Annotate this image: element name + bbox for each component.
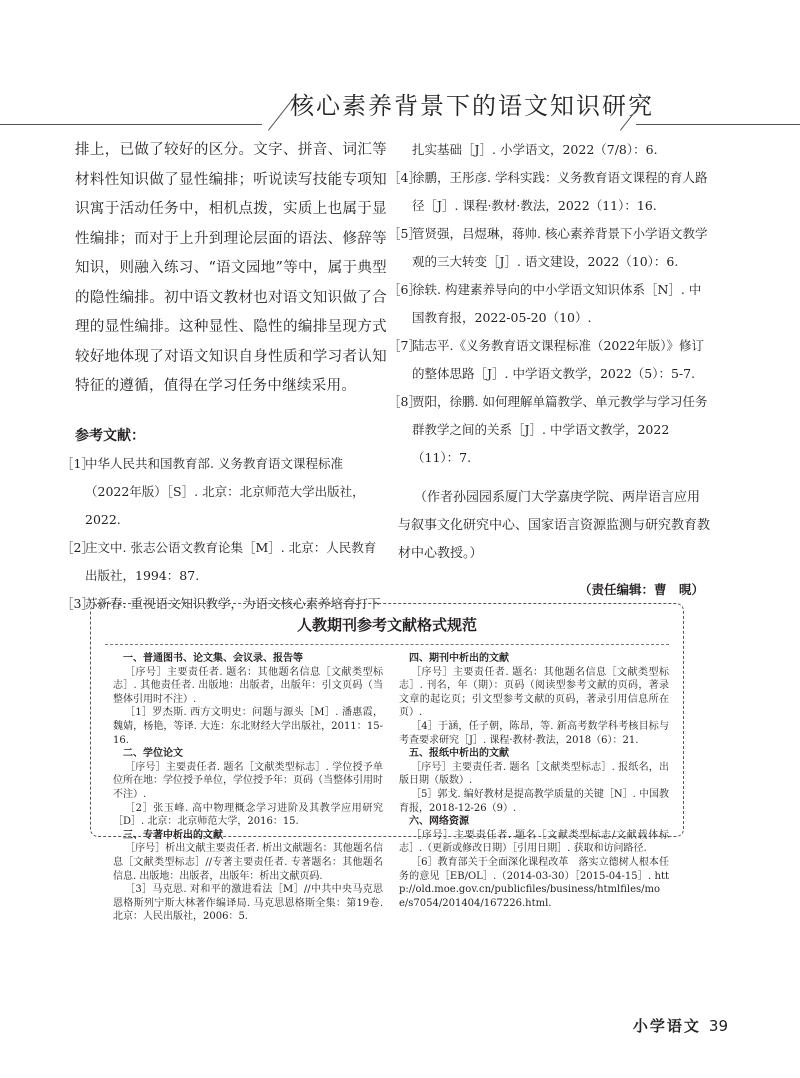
page-title: 核心素养背景下的语文知识研究 — [290, 92, 654, 120]
header-rule-left — [0, 124, 262, 125]
section-heading: 六、网络资源 — [409, 816, 469, 828]
reference-number: ［7］ — [388, 338, 421, 353]
reference-text: 管贤强，吕煜琳，蒋帅. 核心素养背景下小学语文教学观的三大转变［J］. 语文建设，2022（10）：6. — [412, 226, 708, 269]
format-paragraph: ［序号］主要责任者. 题名：其他题名信息［文献类型标志］. 其他责任者. 出版地：出版者，出版年：引文页码（当整体引用时不注）. — [113, 666, 383, 705]
reference-continuation: 扎实基础［J］. 小学语文，2022（7/8）：6. — [412, 142, 658, 157]
example-paragraph: ［2］张玉峰. 高中物理概念学习进阶及其教学应用研究［D］. 北京：北京师范大学，2016：15. — [113, 802, 383, 828]
format-paragraph: ［序号］主要责任者. 题名［文献类型标志］. 报纸名，出版日期（版数）. — [399, 761, 669, 787]
reference-number: ［2］ — [61, 539, 94, 555]
example-paragraph: ［4］于涵，任子朝，陈昂，等. 新高考数学科考核目标与考查要求研究［J］. 课程·教材·教法，2018（6）：21. — [399, 720, 669, 746]
section-heading: 三、专著中析出的文献 — [123, 829, 223, 841]
example-paragraph: ［1］罗杰斯. 西方文明史：问题与源头［M］. 潘惠霞，魏婧，杨艳，等译. 大连：东北财经大学出版社，2011：15-16. — [113, 707, 383, 746]
section-heading: 二、学位论文 — [123, 748, 183, 760]
reference-number: ［4］ — [388, 170, 421, 185]
reference-item — [388, 220, 710, 276]
box-title: 人教期刊参考文献格式规范 — [296, 616, 477, 634]
page-footer — [633, 1015, 728, 1036]
format-paragraph: ［序号］主要责任者. 题名：其他题名信息［文献类型标志］. 刊名，年（期）：页码（阅读型参考文献的页码，著录文章的起讫页；引文型参考文献的页码，著录引用信息所在页）. — [399, 666, 669, 719]
box-right-column — [399, 652, 669, 910]
reference-number: ［5］ — [388, 226, 421, 241]
reference-text: 徐轶. 构建素养导向的中小学语文知识体系［N］. 中国教育报，2022-05-20（10）. — [412, 282, 702, 325]
reference-number: ［8］ — [388, 394, 421, 409]
reference-item — [61, 534, 387, 590]
reference-item — [61, 450, 387, 534]
format-paragraph: ［序号］主要责任者. 题名［文献类型标志/文献载体标志］.（更新或修改日期）［引用日期］. 获取和访问路径. — [399, 829, 669, 855]
example-paragraph: ［6］教育部关于全面深化课程改革 落实立德树人根本任务的意见［EB/OL］.（2014-03-30）［2015-04-15］. http://old.moe.gov.cn/publicfiles/business/htmlfiles/moe/s7054/201404/167226.html. — [399, 856, 669, 909]
journal-brand: 小学语文 — [632, 1017, 701, 1035]
box-divider — [105, 644, 669, 645]
example-paragraph: ［3］马克思. 对和平的激进看法［M］//中共中央马克思恩格斯列宁斯大林著作编译局. 马克思恩格斯全集：第19卷. 北京：人民出版社，2006：5. — [113, 884, 383, 923]
format-paragraph: ［序号］析出文献主要责任者. 析出文献题名：其他题名信息［文献类型标志］//专著主要责任者. 专著题名：其他题名信息. 出版地：出版者，出版年：析出文献页码. — [113, 843, 383, 882]
body-paragraph: 排上，已做了较好的区分。文字、拼音、词汇等材料性知识做了显性编排；听说读写技能专项知识寓于活动任务中，相机点拨，实质上也属于显性编排；而对于上升到理论层面的语法、修辞等知识，则融入练习、“语文园地”等中，属于典型的隐性编排。初中语文教材也对语文知识做了合理的显性编排。这种显性、隐性的编排呈现方式较好地体现了对语文知识自身性质和学习者认知特征的遵循，值得在学习任务中继续采用。 — [75, 142, 387, 394]
reference-item — [388, 276, 710, 332]
section-heading: 四、期刊中析出的文献 — [409, 653, 509, 664]
citation-format-box — [90, 603, 684, 923]
reference-text: 中华人民共和国教育部. 义务教育语文课程标准（2022年版）［S］. 北京：北京师范大学出版社，2022. — [85, 455, 365, 527]
author-affiliation: （作者孙园园系厦门大学嘉庚学院、两岸语言应用与叙事文化研究中心、国家语言资源监测与研究教育教材中心教授。） — [398, 490, 711, 561]
section-heading: 五、报纸中析出的文献 — [409, 748, 509, 760]
references-heading: 参考文献： — [75, 427, 145, 444]
right-column — [388, 136, 711, 598]
reference-text: 徐鹏，王彤彦. 学科实践：义务教育语文课程的育人路径［J］. 课程·教材·教法，2022（11）：16. — [412, 170, 708, 213]
reference-text: 苏新春. 重视语文知识教学，为语文核心素养培育打下 — [85, 595, 381, 611]
reference-text: 陆志平.《义务教育语文课程标准（2022年版）》修订的整体思路［J］. 中学语文教学，2022（5）：5-7. — [412, 338, 705, 381]
reference-item — [388, 388, 710, 472]
box-left-column — [113, 652, 383, 924]
reference-text: 庄文中. 张志公语文教育论集［M］. 北京：人民教育出版社，1994：87. — [85, 539, 377, 583]
reference-number: ［3］ — [61, 595, 94, 611]
page-header — [0, 78, 800, 130]
left-column — [61, 136, 387, 618]
section-heading: 一、普通图书、论文集、会议录、报告等 — [123, 653, 303, 664]
reference-item — [388, 332, 710, 388]
example-paragraph: ［5］郭戈. 编好教材是提高教学质量的关键［N］. 中国教育报，2018-12-26（9）. — [399, 788, 669, 814]
reference-number: ［6］ — [388, 282, 421, 297]
reference-text: 贾阳，徐鹏. 如何理解单篇教学、单元教学与学习任务群教学之间的关系［J］. 中学语文教学，2022（11）：7. — [412, 394, 708, 465]
format-paragraph: ［序号］主要责任者. 题名［文献类型标志］. 学位授予单位所在地：学位授予单位，学位授予年：页码（当整体引用时不注）. — [113, 761, 383, 800]
responsible-editor: （责任编辑：曹 晛） — [578, 582, 704, 597]
reference-number: ［1］ — [61, 455, 94, 471]
page-number: 39 — [708, 1017, 728, 1035]
header-rule-right — [636, 124, 800, 125]
reference-item — [388, 164, 710, 220]
